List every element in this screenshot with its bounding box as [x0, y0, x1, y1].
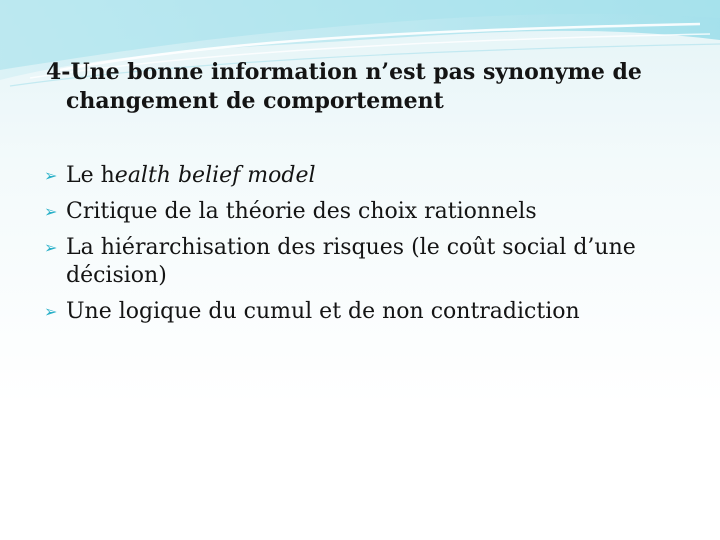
bullet-item	[44, 230, 704, 290]
arrow-bullet-icon: ➢	[44, 202, 58, 221]
bullet-text: Critique de la théorie des choix rationnels	[66, 199, 537, 224]
arrow-bullet-icon: ➢	[44, 166, 58, 185]
bullet-text: La hiérarchisation des risques (le coût social d’une	[66, 235, 636, 260]
title-line-1: 4-Une bonne information n’est pas synonyme de	[46, 59, 642, 85]
arrow-bullet-icon: ➢	[44, 302, 58, 321]
bullet-item	[44, 158, 704, 194]
bullet-text-prefix: Le h	[66, 163, 115, 188]
title-line-2: changement de comportement	[66, 88, 444, 114]
bullet-item	[44, 194, 704, 230]
bullet-text: Une logique du cumul et de non contradiction	[66, 299, 580, 324]
bullet-list	[44, 158, 704, 330]
arrow-bullet-icon: ➢	[44, 238, 58, 257]
bullet-text-emphasis: ealth belief model	[114, 163, 316, 188]
bullet-text-continuation: décision)	[66, 263, 167, 288]
bullet-item	[44, 294, 704, 330]
slide-title	[46, 58, 686, 116]
